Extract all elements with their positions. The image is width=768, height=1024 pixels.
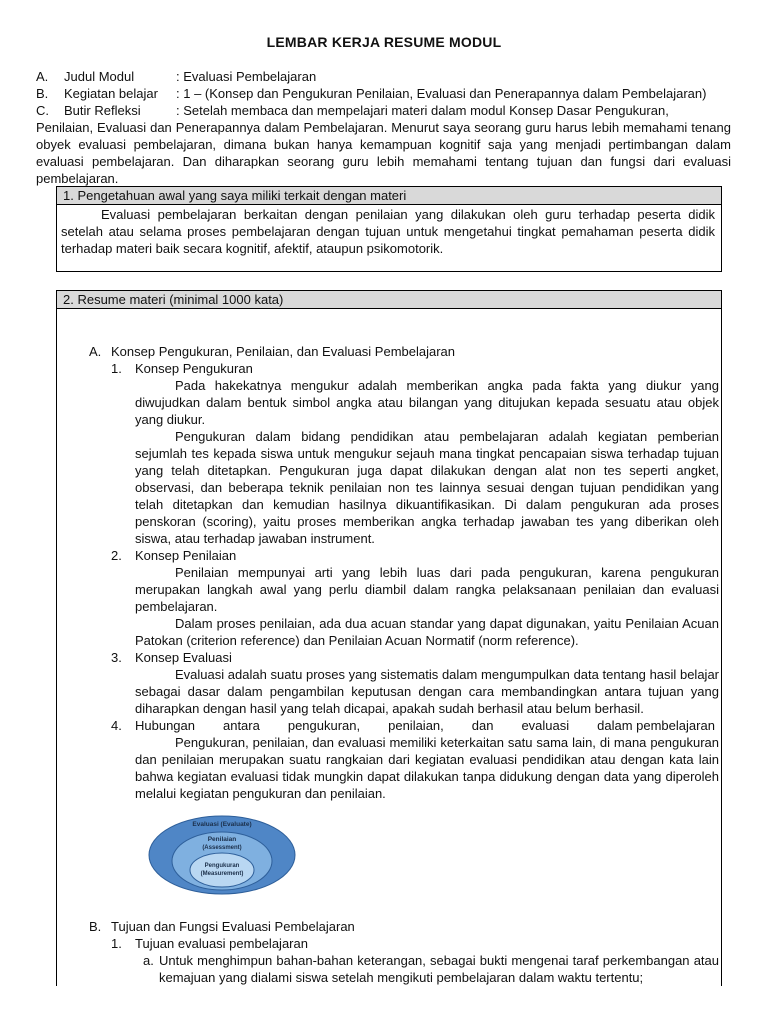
section-number: A. (89, 344, 102, 359)
item-letter: A. (36, 69, 49, 84)
subsection-body (135, 734, 719, 802)
box-body: Evaluasi pembelajaran berkaitan dengan penilaian yang dilakukan oleh guru terhadap peserta didik setelah atau selama proses pembelajaran dengan tujuan untuk mengetahui tingkat pemahaman peserta didik terhadap materi baik secara kognitif, afektif, ataupun psikomotorik. (61, 207, 715, 256)
subsection-heading (111, 547, 719, 564)
measurement-ellipse (190, 853, 254, 887)
resume-content (89, 343, 719, 986)
subsection-body (135, 377, 719, 547)
diagram-svg (147, 814, 297, 896)
paragraph: Evaluasi adalah suatu proses yang sistematis dalam mengumpulkan data tentang hasil belajar sebagai dasar dalam pengambilan keputusan dengan cara membandingkan antara tujuan yang diharapkan dengan hasil yang telah dicapai, apakah sudah berhasil atau belum berhasil. (135, 667, 719, 716)
module-title-row (36, 68, 731, 85)
list-letter: a. (143, 953, 154, 968)
box-header: 2. Resume materi (minimal 1000 kata) (57, 291, 721, 309)
title-word: antara (222, 718, 260, 733)
subsection-number: 3. (111, 650, 122, 665)
prior-knowledge-box (56, 186, 722, 272)
section-heading (89, 343, 719, 360)
subsection-number: 1. (111, 936, 122, 951)
module-info (36, 68, 731, 187)
subsection-number: 2. (111, 548, 122, 563)
item-letter: B. (36, 86, 49, 101)
item-label: Judul Modul (64, 69, 135, 84)
subsection-body (135, 564, 719, 649)
title-word: Hubungan (135, 718, 195, 733)
title-word: pengukuran, (287, 718, 361, 733)
section-number: B. (89, 919, 102, 934)
assessment-sublabel: (Assessment) (202, 845, 242, 851)
assessment-label: Penilaian (207, 836, 237, 843)
concentric-diagram (147, 814, 297, 896)
paragraph: Penilaian mempunyai arti yang lebih luas dari pada pengukuran, karena pengukuran merupakan langkah awal yang perlu diambil dalam rangka pelaksanaan penilaian dan evaluasi pembelajaran. (135, 565, 719, 614)
subsection-heading (111, 360, 719, 377)
title-word: penilaian, (388, 718, 444, 733)
item-label: Kegiatan belajar (64, 86, 158, 101)
title-word: dan (471, 718, 494, 733)
item-value: : Setelah membaca dan mempelajari materi dalam modul Konsep Dasar Pengukuran, (176, 103, 669, 118)
box-header: 1. Pengetahuan awal yang saya miliki terkait dengan materi (57, 187, 721, 205)
subsection-number: 1. (111, 361, 122, 376)
subsection-number: 4. (111, 718, 122, 733)
item-letter: C. (36, 103, 49, 118)
list-text: Untuk menghimpun bahan-bahan keterangan, sebagai bukti mengenai taraf perkembangan atau kemajuan yang dialami siswa setelah mengikuti pembelajaran dalam waktu tertentu; (159, 953, 719, 985)
subsection-title: Konsep Pengukuran (135, 361, 253, 376)
list-item (143, 952, 719, 986)
title-word: dalam pembelajaran (597, 718, 715, 733)
paragraph: Pengukuran dalam bidang pendidikan atau pembelajaran adalah kegiatan pemberian sejumlah tes kepada siswa untuk mengukur sejauh mana tingkat pencapaian siswa terhadap tujuan yang telah ditetapkan. Pengukuran juga dapat dilakukan dengan alat non tes seperti angket, observasi, dan beberapa teknik penilaian non tes lainnya sesuai dengan tujuan pendidikan yang telah ditetapkan dan kemudian hasilnya dikuantifikasikan. Di dalam pengukuran ada proses penskoran (scoring), yaitu proses memberikan angka terhadap jawaban tes yang diberikan oleh siswa, atau terhadap jawaban instrument. (135, 429, 719, 546)
paragraph: Dalam proses penilaian, ada dua acuan standar yang dapat digunakan, yaitu Penilaian Acuan Patokan (criterion reference) dan Penilaian Acuan Normatif (norm reference). (135, 616, 719, 648)
section-title: Tujuan dan Fungsi Evaluasi Pembelajaran (111, 919, 355, 934)
learning-activity-row (36, 85, 731, 102)
item-value: : 1 – (Konsep dan Pengukuran Penilaian, Evaluasi dan Penerapannya dalam Pembelajaran) (176, 86, 707, 101)
subsection-title (135, 717, 715, 734)
paragraph: Pada hakekatnya mengukur adalah memberikan angka pada fakta yang diukur yang diwujudkan dalam bentuk simbol angka atau bilangan yang ditujukan kepada sesuatu atau objek yang diukur. (135, 378, 719, 427)
section-heading (89, 918, 719, 935)
subsection-heading (111, 717, 719, 734)
subsection-heading (111, 649, 719, 666)
subsection-title: Konsep Evaluasi (135, 650, 232, 665)
section-title: Konsep Pengukuran, Penilaian, dan Evaluasi Pembelajaran (111, 344, 456, 359)
subsection-title: Tujuan evaluasi pembelajaran (135, 936, 308, 951)
measurement-sublabel: (Measurement) (200, 871, 244, 877)
item-label: Butir Refleksi (64, 103, 141, 118)
title-word: evaluasi (521, 718, 570, 733)
page-title: LEMBAR KERJA RESUME MODUL (266, 34, 502, 50)
subsection-heading (111, 935, 719, 952)
resume-box (56, 290, 722, 986)
reflection-row (36, 102, 731, 119)
paragraph: Pengukuran, penilaian, dan evaluasi memiliki keterkaitan satu sama lain, di mana pengukuran dan penilaian merupakan suatu rangkaian dari kegiatan evaluasi pendidikan atau dengan kata lain bahwa kegiatan evaluasi tidak mungkin dapat dilakukan tanpa didukung dengan data yang diperoleh melalui kegiatan pengukuran dan penilaian. (135, 735, 719, 801)
reflection-text: Penilaian, Evaluasi dan Penerapannya dalam Pembelajaran. Menurut saya seorang guru harus lebih memahami tenang obyek evaluasi pembelajaran, dimana bukan hanya kemampuan kognitif saja yang menjadi pertimbangan dalam evaluasi pembelajaran. Dan diharapkan seorang guru lebih memahami tentang tujuan dan fungsi dari evaluasi pembelajaran. (36, 120, 731, 186)
measurement-label: Pengukuran (204, 863, 240, 869)
evaluation-label: Evaluasi (Evaluate) (192, 821, 252, 828)
subsection-title: Konsep Penilaian (135, 548, 237, 563)
subsection-body (135, 666, 719, 717)
item-value: : Evaluasi Pembelajaran (176, 69, 317, 84)
